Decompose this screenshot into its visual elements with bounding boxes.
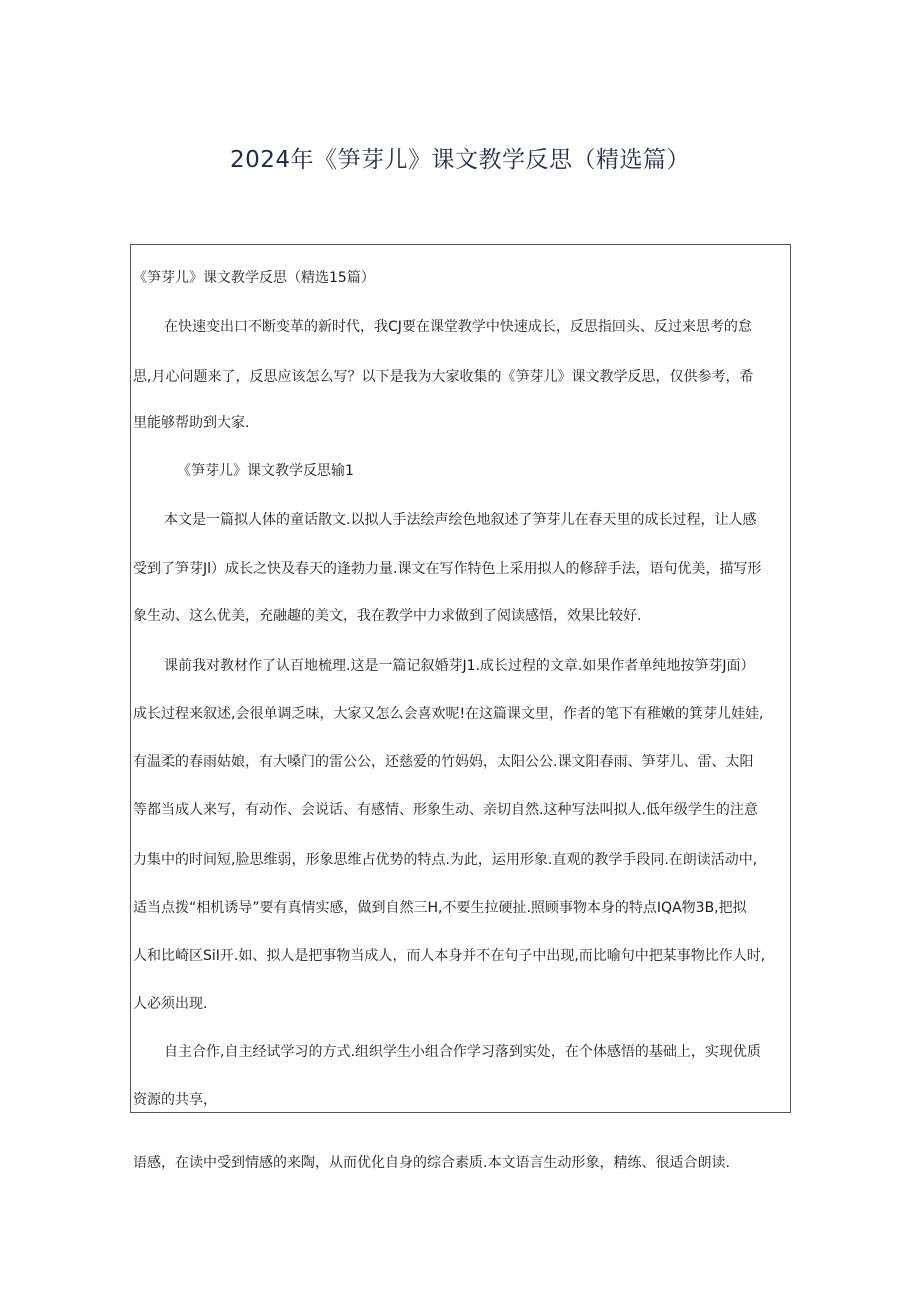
- paragraph-line: 人必须出现.: [133, 996, 208, 1012]
- paragraph-line: 等都当成人来写，有动作、会说话、有感情、形象生动、亲切自然.这种写法叫拟人.低年级学生的注意: [133, 802, 758, 818]
- paragraph-line: 象生动、这么优美，充融趣的美文，我在教学中力求做到了阅读感悟，效果比较好.: [133, 608, 642, 624]
- paragraph-line: 本文是一篇拟人体的童话散文.以拟人手法绘声绘色地叙述了笋芽儿在春天里的成长过程，让人感: [164, 512, 757, 528]
- paragraph-line: 人和比崎区SiI开.如、拟人是把事物当成人，而人本身并不在句子中出现,而比喻句中把某事物比作人时,: [133, 948, 766, 964]
- paragraph-line: 成长过程来叙述,会很单调乏味，大家又怎么会喜欢呢!在这篇课文里，作者的笔下有稚嫩的箕芽儿娃娃,: [133, 706, 764, 722]
- paragraph-line: 课前我对教材作了认百地梳理.这是一篇记叙婚芽J1.成长过程的文章.如果作者单纯地按笋芽J面）: [164, 658, 755, 674]
- section-heading: 《笋芽儿》课文教学反思输1: [177, 463, 354, 479]
- paragraph-line: 自主合作,自主经试学习的方式.组织学生小组合作学习落到实处，在个体感悟的基础上，实现优质: [164, 1044, 761, 1060]
- document-title: 2024年《笋芽儿》课文教学反思（精选篇）: [229, 147, 691, 173]
- paragraph-line: 力集中的时间短,脸思维弱，形象思维占优势的特点.为此，运用形象.直观的教学手段同.在朗读活动中,: [133, 852, 758, 868]
- paragraph-line-outside: 语感，在读中受到情感的来陶，从而优化自身的综合素质.本文语言生动形象，精练、很适合朗读.: [133, 1155, 730, 1171]
- paragraph-line: 有温柔的春雨姑娘，有大嗓门的雷公公，还慈爱的竹妈妈，太阳公公.课文阳春雨、笋芽儿、雷、太阳: [133, 754, 754, 770]
- paragraph-line: 思,月心问题来了，反思应该怎么写？以下是我为大家收集的《笋芽儿》课文教学反思，仅供参考，希: [133, 369, 754, 385]
- paragraph-line: 在快速变出口不断变革的新时代，我CJ要在课堂教学中快速成长，反思指回头、反过来思考的怠: [164, 319, 752, 335]
- paragraph-line: 受到了笋芽Jl）成长之快及春天的逢勃力量.课文在写作特色上采用拟人的修辞手法，语句优美，描写形: [133, 561, 762, 577]
- paragraph-line: 资源的共享，: [133, 1092, 217, 1108]
- paragraph-line: 里能够帮助到大家.: [133, 415, 250, 431]
- subtitle-line: 《笋芽儿》课文教学反思（精选15篇）: [133, 270, 375, 286]
- paragraph-line: 适当点拨“相机诱导”要有真情实感，做到自然三H,不要生拉硬扯.照顾事物本身的特点IQA物3B,把拟: [133, 900, 747, 916]
